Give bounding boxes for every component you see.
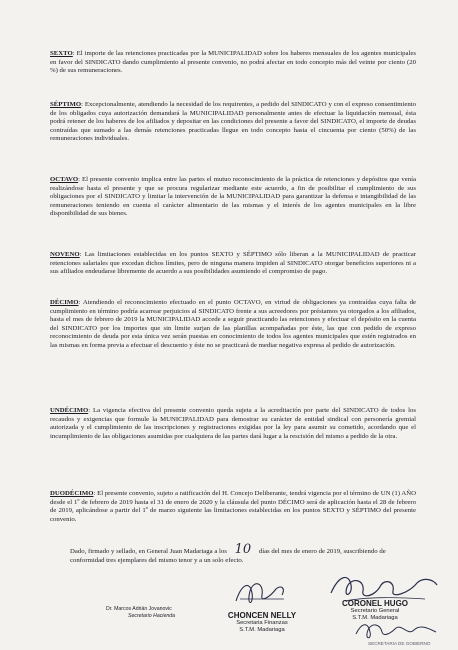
clause-heading: UNDÉCIMO [50,407,89,414]
clause-noveno [50,251,416,277]
signer-left-name: Dr. Marcos Adrián Jovanovic [106,606,172,612]
clause-septimo [50,101,416,144]
clause-heading: SEXTO [50,50,73,57]
signer-left-role: Secretario Hacienda [128,613,176,619]
closing-text-end: días del mes de enero de 2019, suscribiendo de conformidad tres ejemplares del mismo tenor y a un solo efecto. [70,548,386,564]
stamp-org: S.T.M. Madariaga [239,626,285,633]
clause-heading: DÉCIMO [50,299,79,306]
clause-text: : Las limitaciones establecidas en los puntos SEXTO y SÉPTIMO sólo liberan a la MUNICIPALIDAD de practicar retenciones salariales que excedan dichos límites, pero de ninguna manera impiden al SINDICATO otorgar beneficios superiores ni a sus afiliados endeudarse libremente de acuerdo a sus posibilidades asumiendo el compromiso de pago. [50,251,416,275]
clause-text: : Atendiendo el reconocimiento efectuado en el punto OCTAVO, en virtud de obligaciones ya contraídas cuya falta de cumplimiento en término podría acarrear perjuicios al SINDICATO frente a sus acreedores por préstamos ya otorgados a los afiliados, hasta el mes de febrero de 2019 la MUNICIPALIDAD accede a seguir practicando las retenciones y efectuar el depósito en la cuenta del SINDICATO por los importes que sin limite surjan de las planillas acompañadas por éste, las que con pedido de expreso reconocimiento de deuda por esta única vez serán puestas en conocimiento de todos los agentes municipales que estén registrados en las mismas en forma previa a efectuar el descuento y éste no se practicará de mediar negativa expresa al pedido de autorización. [50,299,416,349]
clause-text: : La vigencia efectiva del presente convenio queda sujeta a la acreditación por parte del SINDICATO de todos los recaudos y exigencias que formule la MUNICIPALIDAD para demostrar su carácter de entidad sindical con personería gremial autorizada y el cumplimiento de las inscripciones y registraciones exigidas por la ley para asumir su cometido, acordando que el incumplimiento de las obligaciones asumidas por cualquiera de las partes dará lugar a la rescisión del mismo a pedido de la otra. [50,407,416,440]
clause-heading: OCTAVO [50,176,79,183]
signature-left [232,577,292,609]
stamp-name: CORONEL HUGO [341,599,409,608]
clause-text: : El importe de las retenciones practicadas por la MUNICIPALIDAD sobre los haberes mensuales de los agentes municipales en favor del SINDICATO dando cumplimiento al presente convenio, no podrá afectar en todo concepto más del veinte por ciento (20 %) de sus remuneraciones. [50,50,416,74]
closing-statement [70,542,410,565]
signature-bottom-right [352,620,444,642]
clause-heading: NOVENO [50,251,80,258]
clause-decimo [50,299,416,350]
clause-octavo [50,176,416,219]
stamp-role: Secretaria Finanzas [236,620,288,626]
stamp-name: CHONCEN NELLY [227,611,297,620]
clause-heading: DUODÉCIMO [50,490,94,497]
clause-text: : El presente convenio implica entre las partes el mutuo reconocimiento de la práctica de retenciones y depósitos que venía realizándose hasta el presente y que se procura regularizar mediante este acuerdo, a fin de posibilitar el cumplimiento de sus obligaciones por el SINDICATO y limitar la intervención de la MUNICIPALIDAD para garantizar la defensa e intangibilidad de las remuneraciones teniendo en cuenta el carácter alimentario de las mismas y el interés de los agentes municipales en la libre disponibilidad de sus bienes. [50,176,416,217]
closing-text-start: Dado, firmado y sellado, en General Juan Madariaga a los [70,548,227,555]
stamp-role: Secretario General [350,608,400,614]
clause-undecimo [50,407,416,441]
handwritten-day: 10 [234,542,252,557]
clause-heading: SÉPTIMO [50,101,82,108]
stamp-org: S.T.M. Madariaga [352,614,398,621]
clause-sexto [50,50,416,76]
clause-text: : Excepcionalmente, atendiendo la necesidad de los requirentes, a pedido del SINDICATO y con el expreso consentimiento de los obligados cuya autorización demandará la MUNICIPALIDAD personalmente antes de efectuar la liquidación mensual, ésta podrá retener de los haberes de los afiliados y depositar en las condiciones del presente a favor del SINDICATO, el importe de deudas contraídas que sumado a las demás retenciones practicadas llegue en todo concepto hasta el cincuenta por ciento (50%) de las remuneraciones individuales. [50,101,416,142]
stamp-footer: SECRETARIA DE GOBIERNO [368,641,431,646]
clause-text: : El presente convenio, sujeto a ratificación del H. Concejo Deliberante, tendrá vigencia por el término de UN (1) AÑO desde el 1º de febrero de 2019 hasta el 31 de enero de 2020 y la cláusula del punto DÉCIMO será de aplicación hasta el 28 de febrero de 2019, aplicándose a partir del 1º de marzo siguiente las limitaciones establecidas en los puntos SEXTO y SÉPTIMO del presente convenio. [50,490,416,523]
stamp-general [335,599,415,621]
stamp-finanzas [222,611,302,633]
clause-duodecimo [50,490,416,524]
